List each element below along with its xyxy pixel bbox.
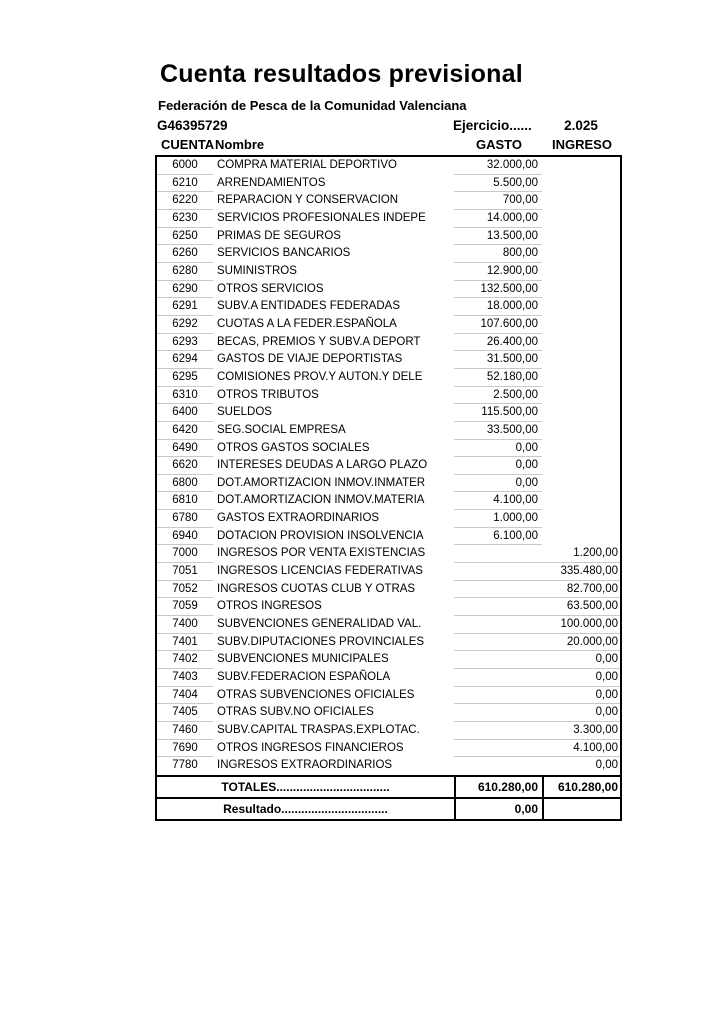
account-code: 7405 — [157, 704, 213, 722]
gasto-value: 26.400,00 — [454, 334, 542, 352]
account-code: 7402 — [157, 651, 213, 669]
result-ingreso-value — [542, 799, 620, 819]
account-code: 6294 — [157, 351, 213, 369]
account-name: SUBV.A ENTIDADES FEDERADAS — [217, 300, 400, 313]
account-code: 6250 — [157, 228, 213, 246]
account-code: 6280 — [157, 263, 213, 281]
gasto-value — [454, 757, 542, 775]
tax-id: G46395729 — [157, 118, 228, 133]
ingreso-value: 0,00 — [595, 759, 618, 772]
ingreso-value — [542, 157, 620, 175]
ingreso-value — [542, 298, 620, 316]
gasto-value: 700,00 — [454, 192, 542, 210]
table-row — [157, 704, 620, 722]
table-row — [157, 157, 620, 175]
gasto-value — [454, 545, 542, 563]
ingreso-value — [542, 281, 620, 299]
table-row — [157, 387, 620, 405]
gasto-value — [454, 722, 542, 740]
table-row — [157, 351, 620, 369]
gasto-value: 13.500,00 — [454, 228, 542, 246]
account-name: INGRESOS EXTRAORDINARIOS — [217, 759, 393, 772]
account-code: 6000 — [157, 157, 213, 175]
result-row — [155, 797, 622, 821]
account-name: SERVICIOS BANCARIOS — [217, 247, 351, 260]
table-rows — [157, 157, 620, 775]
table-row — [157, 687, 620, 705]
ingreso-value: 3.300,00 — [542, 722, 620, 740]
account-name: COMISIONES PROV.Y AUTON.Y DELE — [217, 370, 423, 383]
table-row — [157, 263, 620, 281]
ingreso-value — [542, 369, 620, 387]
organization-name: Federación de Pesca de la Comunidad Valenciana — [158, 98, 467, 113]
ingreso-value — [542, 192, 620, 210]
account-code: 6490 — [157, 440, 213, 458]
account-code: 6210 — [157, 175, 213, 193]
gasto-value: 2.500,00 — [454, 387, 542, 405]
account-name: SEG.SOCIAL EMPRESA — [217, 423, 346, 436]
ingreso-value — [542, 263, 620, 281]
column-header-gasto: GASTO — [476, 137, 522, 152]
column-headers — [155, 137, 622, 153]
ingreso-value — [542, 404, 620, 422]
account-code: 6810 — [157, 492, 213, 510]
gasto-value — [454, 669, 542, 687]
ingreso-value: 0,00 — [542, 687, 620, 705]
exercise-year: 2.025 — [564, 118, 598, 133]
gasto-value — [454, 581, 542, 599]
ingreso-value: 100.000,00 — [542, 616, 620, 634]
table-row — [157, 210, 620, 228]
gasto-value: 1.000,00 — [454, 510, 542, 528]
account-code: 7059 — [157, 598, 213, 616]
ingreso-value — [542, 492, 620, 510]
ingreso-value — [542, 228, 620, 246]
table-row — [157, 475, 620, 493]
account-name: SUELDOS — [217, 406, 272, 419]
table-row — [157, 298, 620, 316]
table-row — [157, 510, 620, 528]
gasto-value: 107.600,00 — [454, 316, 542, 334]
account-code: 6292 — [157, 316, 213, 334]
account-name: GASTOS DE VIAJE DEPORTISTAS — [217, 353, 403, 366]
table-row — [157, 669, 620, 687]
account-code: 7052 — [157, 581, 213, 599]
account-code: 6400 — [157, 404, 213, 422]
account-name: DOTACION PROVISION INSOLVENCIA — [217, 529, 424, 542]
table-row — [157, 581, 620, 599]
account-name: SUMINISTROS — [217, 264, 297, 277]
gasto-value: 18.000,00 — [454, 298, 542, 316]
account-name: CUOTAS A LA FEDER.ESPAÑOLA — [217, 317, 397, 330]
ingreso-value: 20.000,00 — [542, 634, 620, 652]
accounts-table — [155, 155, 622, 777]
account-code: 7460 — [157, 722, 213, 740]
account-code: 6260 — [157, 245, 213, 263]
table-row — [157, 563, 620, 581]
account-name: SUBVENCIONES MUNICIPALES — [217, 653, 389, 666]
account-name: OTROS SERVICIOS — [217, 282, 324, 295]
ingreso-value — [542, 316, 620, 334]
account-name: OTRAS SUBV.NO OFICIALES — [217, 706, 374, 719]
account-name: SUBV.FEDERACION ESPAÑOLA — [217, 671, 391, 684]
account-code: 6295 — [157, 369, 213, 387]
account-code: 7780 — [172, 759, 198, 772]
account-code: 6293 — [157, 334, 213, 352]
gasto-value — [454, 616, 542, 634]
gasto-value — [454, 740, 542, 758]
account-code: 7690 — [157, 740, 213, 758]
ingreso-value — [542, 528, 620, 546]
ingreso-value: 0,00 — [542, 669, 620, 687]
totals-ingreso-value: 610.280,00 — [542, 777, 620, 797]
result-label: Resultado................................ — [223, 802, 388, 816]
account-code: 6220 — [157, 192, 213, 210]
table-row — [157, 528, 620, 546]
account-code: 7403 — [157, 669, 213, 687]
table-row — [157, 404, 620, 422]
gasto-value: 132.500,00 — [454, 281, 542, 299]
table-row — [157, 616, 620, 634]
table-row — [157, 492, 620, 510]
ingreso-value — [542, 210, 620, 228]
ingreso-value: 0,00 — [542, 651, 620, 669]
gasto-value: 32.000,00 — [454, 157, 542, 175]
table-row — [157, 740, 620, 758]
account-name: OTROS INGRESOS FINANCIEROS — [217, 741, 404, 754]
table-row — [157, 422, 620, 440]
account-name: SUBVENCIONES GENERALIDAD VAL. — [217, 618, 422, 631]
account-name: SUBV.DIPUTACIONES PROVINCIALES — [217, 635, 425, 648]
account-code: 7401 — [157, 634, 213, 652]
ingreso-value — [542, 440, 620, 458]
account-name: INGRESOS CUOTAS CLUB Y OTRAS — [217, 582, 416, 595]
gasto-value — [454, 634, 542, 652]
ingreso-value — [542, 245, 620, 263]
ingreso-value — [542, 510, 620, 528]
account-name: SERVICIOS PROFESIONALES INDEPE — [217, 211, 426, 224]
totals-label: TOTALES.................................. — [221, 780, 390, 794]
account-name: DOT.AMORTIZACION INMOV.MATERIA — [217, 494, 425, 507]
table-row — [157, 651, 620, 669]
gasto-value: 31.500,00 — [454, 351, 542, 369]
account-code: 7400 — [157, 616, 213, 634]
table-row — [157, 440, 620, 458]
account-name: OTROS INGRESOS — [217, 600, 322, 613]
gasto-value: 115.500,00 — [454, 404, 542, 422]
gasto-value: 14.000,00 — [454, 210, 542, 228]
account-code: 6800 — [157, 475, 213, 493]
account-code: 7000 — [157, 545, 213, 563]
ingreso-value — [542, 422, 620, 440]
gasto-value: 12.900,00 — [454, 263, 542, 281]
ingreso-value — [542, 175, 620, 193]
account-code: 6230 — [157, 210, 213, 228]
account-code: 6940 — [157, 528, 213, 546]
ingreso-value — [542, 387, 620, 405]
ingreso-value: 82.700,00 — [542, 581, 620, 599]
table-row — [157, 634, 620, 652]
ingreso-value — [542, 334, 620, 352]
account-code: 6291 — [157, 298, 213, 316]
gasto-value — [454, 704, 542, 722]
table-row — [157, 334, 620, 352]
page-title: Cuenta resultados previsional — [160, 60, 523, 88]
table-row — [157, 722, 620, 740]
account-code: 7404 — [157, 687, 213, 705]
result-gasto-value: 0,00 — [454, 799, 542, 819]
column-header-cuenta: CUENTA — [161, 137, 215, 152]
account-name: OTROS GASTOS SOCIALES — [217, 441, 370, 454]
table-row — [157, 245, 620, 263]
account-code: 7051 — [157, 563, 213, 581]
report-meta-row — [155, 118, 622, 134]
ingreso-value: 63.500,00 — [542, 598, 620, 616]
column-header-ingreso: INGRESO — [552, 137, 612, 152]
totals-gasto-value: 610.280,00 — [454, 777, 542, 797]
account-code: 6310 — [157, 387, 213, 405]
account-code: 6290 — [157, 281, 213, 299]
ingreso-value — [542, 475, 620, 493]
account-code: 6620 — [157, 457, 213, 475]
gasto-value — [454, 651, 542, 669]
table-row — [157, 316, 620, 334]
account-name: OTROS TRIBUTOS — [217, 388, 319, 401]
account-name: OTRAS SUBVENCIONES OFICIALES — [217, 688, 415, 701]
table-row — [157, 598, 620, 616]
account-code: 6780 — [157, 510, 213, 528]
table-row — [157, 281, 620, 299]
ingreso-value — [542, 457, 620, 475]
ingreso-value: 4.100,00 — [542, 740, 620, 758]
gasto-value: 5.500,00 — [454, 175, 542, 193]
account-code: 6420 — [157, 422, 213, 440]
gasto-value — [454, 687, 542, 705]
account-name: INTERESES DEUDAS A LARGO PLAZO — [217, 459, 428, 472]
ingreso-value — [542, 351, 620, 369]
gasto-value: 4.100,00 — [454, 492, 542, 510]
gasto-value — [454, 598, 542, 616]
totals-row — [155, 775, 622, 799]
account-name: SUBV.CAPITAL TRASPAS.EXPLOTAC. — [217, 724, 420, 736]
gasto-value: 0,00 — [454, 440, 542, 458]
column-header-nombre: Nombre — [215, 137, 265, 152]
ingreso-value: 335.480,00 — [542, 563, 620, 581]
gasto-value: 52.180,00 — [454, 369, 542, 387]
gasto-value: 6.100,00 — [454, 528, 542, 546]
account-name: PRIMAS DE SEGUROS — [217, 229, 341, 242]
account-name: INGRESOS LICENCIAS FEDERATIVAS — [217, 565, 423, 578]
account-name: GASTOS EXTRAORDINARIOS — [217, 512, 380, 525]
gasto-value: 0,00 — [454, 475, 542, 493]
account-name: ARRENDAMIENTOS — [217, 176, 326, 189]
ingreso-value: 0,00 — [542, 704, 620, 722]
table-row — [157, 192, 620, 210]
account-name: COMPRA MATERIAL DEPORTIVO — [217, 159, 397, 171]
ingreso-value: 1.200,00 — [542, 545, 620, 563]
account-name: INGRESOS POR VENTA EXISTENCIAS — [217, 547, 426, 560]
table-row — [157, 228, 620, 246]
gasto-value: 0,00 — [454, 457, 542, 475]
exercise-label: Ejercicio...... — [453, 118, 532, 133]
gasto-value: 33.500,00 — [454, 422, 542, 440]
account-name: REPARACION Y CONSERVACION — [217, 194, 399, 207]
table-row — [157, 757, 620, 775]
table-row — [157, 175, 620, 193]
table-row — [157, 369, 620, 387]
account-name: DOT.AMORTIZACION INMOV.INMATER — [217, 476, 426, 489]
gasto-value — [454, 563, 542, 581]
gasto-value: 800,00 — [454, 245, 542, 263]
table-row — [157, 545, 620, 563]
account-name: BECAS, PREMIOS Y SUBV.A DEPORT — [217, 335, 421, 348]
table-row — [157, 457, 620, 475]
